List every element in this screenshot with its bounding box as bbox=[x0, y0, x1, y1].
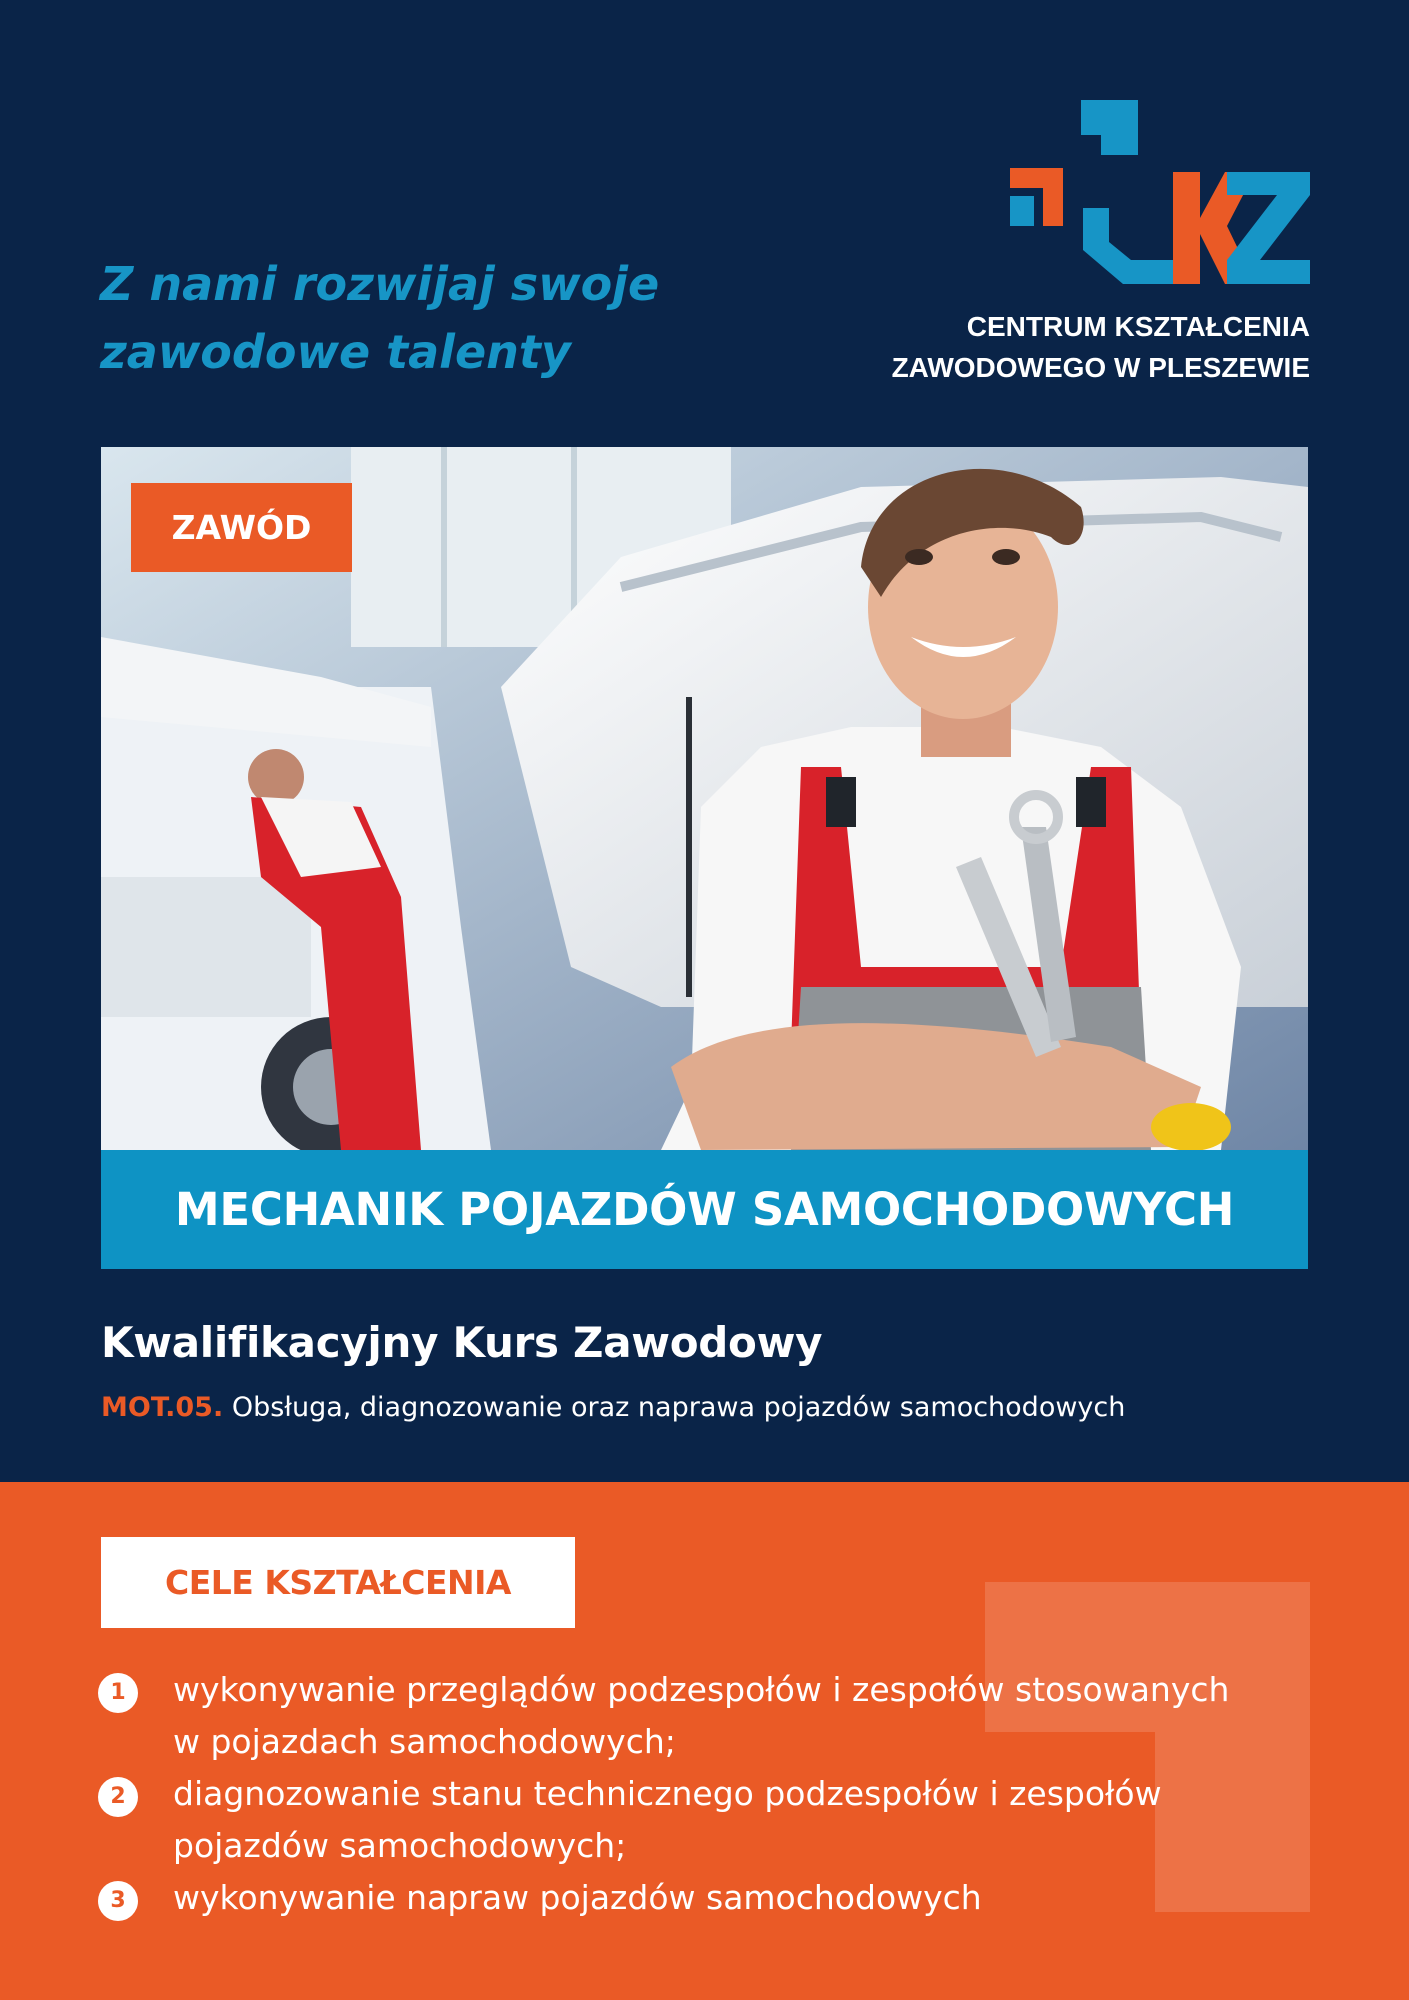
course-title: Kwalifikacyjny Kurs Zawodowy bbox=[101, 1318, 823, 1367]
profession-title: MECHANIK POJAZDÓW SAMOCHODOWYCH bbox=[101, 1150, 1308, 1269]
profession-badge: ZAWÓD bbox=[131, 483, 352, 572]
course-description-text: Obsługa, diagnozowanie oraz naprawa pojazdów samochodowych bbox=[231, 1392, 1126, 1423]
tagline-line-1: Z nami rozwijaj swoje bbox=[100, 257, 660, 311]
goal-number-1: 1 bbox=[98, 1673, 138, 1713]
goals-heading: CELE KSZTAŁCENIA bbox=[101, 1537, 575, 1628]
goal-number-2: 2 bbox=[98, 1777, 138, 1817]
goal-text-1b: w pojazdach samochodowych; bbox=[173, 1722, 676, 1761]
goal-text-3a: wykonywanie napraw pojazdów samochodowych bbox=[173, 1878, 982, 1917]
course-description bbox=[101, 1392, 1125, 1423]
goal-text-1a: wykonywanie przeglądów podzespołów i zespołów stosowanych bbox=[173, 1670, 1230, 1709]
goal-item-3 bbox=[97, 1872, 1357, 1924]
goal-text-2b: pojazdów samochodowych; bbox=[173, 1826, 627, 1865]
course-code: MOT.05. bbox=[101, 1392, 224, 1423]
goal-item-2 bbox=[97, 1768, 1357, 1872]
institution-name bbox=[892, 306, 1310, 388]
institution-line-1: CENTRUM KSZTAŁCENIA bbox=[966, 311, 1310, 342]
institution-line-2: ZAWODOWEGO W PLESZEWIE bbox=[891, 352, 1310, 383]
goal-number-3: 3 bbox=[98, 1881, 138, 1921]
goal-item-1 bbox=[97, 1664, 1357, 1768]
goals-list bbox=[97, 1664, 1357, 1924]
ckz-logo-icon bbox=[1005, 100, 1310, 285]
tagline bbox=[100, 250, 659, 386]
tagline-line-2: zawodowe talenty bbox=[100, 325, 571, 379]
goal-text-2a: diagnozowanie stanu technicznego podzespołów i zespołów bbox=[173, 1774, 1162, 1813]
